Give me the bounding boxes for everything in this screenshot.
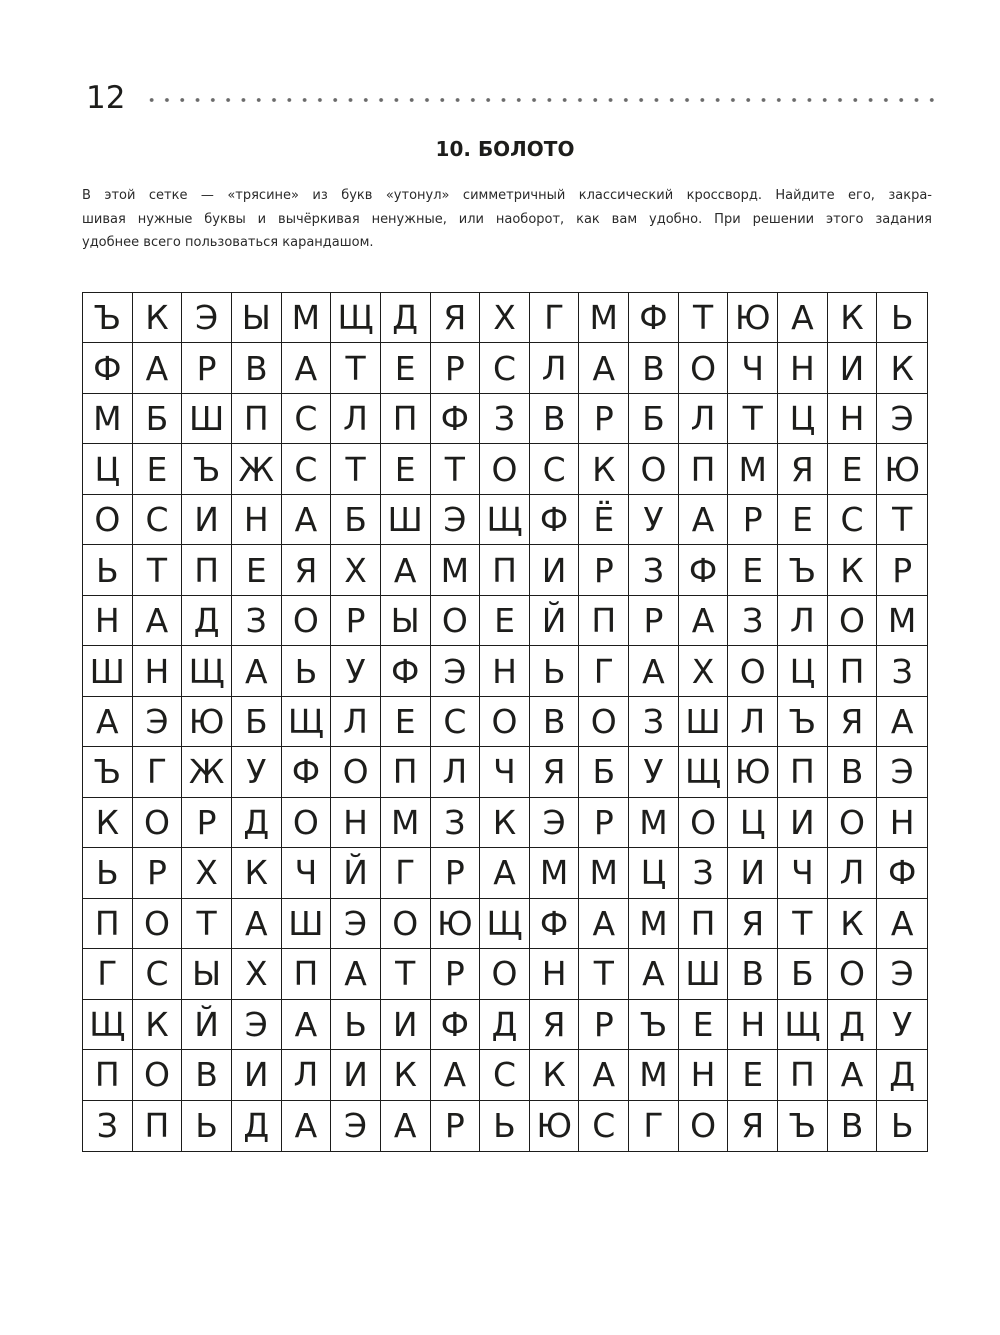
grid-cell[interactable]: А (282, 343, 332, 393)
letter-grid (82, 292, 928, 1152)
grid-cell[interactable]: Н (877, 798, 927, 848)
grid-cell[interactable]: Ж (182, 747, 232, 797)
grid-cell[interactable]: О (679, 343, 729, 393)
grid-cell[interactable]: В (182, 1050, 232, 1100)
grid-cell[interactable]: А (877, 697, 927, 747)
grid-cell[interactable]: Я (828, 697, 878, 747)
grid-cell[interactable]: Ъ (778, 1101, 828, 1151)
grid-cell[interactable]: У (331, 646, 381, 696)
grid-cell[interactable]: Ф (282, 747, 332, 797)
grid-cell[interactable]: П (232, 394, 282, 444)
grid-cell[interactable]: А (282, 495, 332, 545)
grid-cell[interactable]: К (828, 545, 878, 595)
grid-cell[interactable]: П (133, 1101, 183, 1151)
grid-cell[interactable]: Ч (728, 343, 778, 393)
grid-cell[interactable]: Ф (629, 293, 679, 343)
grid-cell[interactable]: М (629, 798, 679, 848)
grid-cell[interactable]: Р (182, 343, 232, 393)
grid-cell[interactable]: Ш (182, 394, 232, 444)
grid-cell[interactable]: Ф (530, 899, 580, 949)
grid-cell[interactable]: О (679, 1101, 729, 1151)
grid-cell[interactable]: И (232, 1050, 282, 1100)
grid-cell[interactable]: Ь (83, 848, 133, 898)
grid-cell[interactable]: А (579, 1050, 629, 1100)
grid-cell[interactable]: П (778, 747, 828, 797)
grid-cell[interactable]: Д (877, 1050, 927, 1100)
grid-cell[interactable]: Н (530, 949, 580, 999)
grid-cell[interactable]: Ф (431, 1000, 481, 1050)
grid-cell[interactable]: С (133, 495, 183, 545)
grid-cell[interactable]: Х (232, 949, 282, 999)
grid-cell[interactable]: П (778, 1050, 828, 1100)
grid-cell[interactable]: А (381, 545, 431, 595)
grid-cell[interactable]: Н (232, 495, 282, 545)
grid-cell[interactable]: А (579, 343, 629, 393)
grid-cell[interactable]: С (431, 697, 481, 747)
grid-cell[interactable]: Ч (480, 747, 530, 797)
grid-cell[interactable]: О (579, 697, 629, 747)
grid-cell[interactable]: О (480, 697, 530, 747)
grid-cell[interactable]: Г (133, 747, 183, 797)
grid-cell[interactable]: Г (579, 646, 629, 696)
grid-cell[interactable]: Б (133, 394, 183, 444)
grid-cell[interactable]: А (679, 596, 729, 646)
grid-cell[interactable]: П (83, 899, 133, 949)
grid-cell[interactable]: Н (778, 343, 828, 393)
grid-cell[interactable]: М (83, 394, 133, 444)
grid-cell[interactable]: З (629, 545, 679, 595)
grid-cell[interactable]: П (381, 747, 431, 797)
grid-cell[interactable]: Д (381, 293, 431, 343)
grid-cell[interactable]: Е (728, 545, 778, 595)
grid-cell[interactable]: О (133, 899, 183, 949)
grid-cell[interactable]: А (381, 1101, 431, 1151)
grid-cell[interactable]: Э (530, 798, 580, 848)
grid-cell[interactable]: О (480, 949, 530, 999)
grid-cell[interactable]: Е (381, 697, 431, 747)
grid-cell[interactable]: Н (728, 1000, 778, 1050)
grid-cell[interactable]: Т (579, 949, 629, 999)
grid-cell[interactable]: Щ (480, 495, 530, 545)
page-number: 12 (86, 80, 126, 116)
grid-cell[interactable]: О (480, 444, 530, 494)
grid-cell[interactable]: Ъ (83, 747, 133, 797)
grid-cell[interactable]: Р (431, 949, 481, 999)
grid-cell[interactable]: Щ (679, 747, 729, 797)
grid-cell[interactable]: Е (728, 1050, 778, 1100)
grid-cell[interactable]: Я (728, 899, 778, 949)
grid-cell[interactable]: Ю (182, 697, 232, 747)
grid-cell[interactable]: П (83, 1050, 133, 1100)
grid-cell[interactable]: В (530, 697, 580, 747)
grid-cell[interactable]: Ы (232, 293, 282, 343)
grid-cell[interactable]: Ш (679, 697, 729, 747)
grid-cell[interactable]: Е (828, 444, 878, 494)
grid-cell[interactable]: М (877, 596, 927, 646)
grid-cell[interactable]: Е (778, 495, 828, 545)
grid-cell[interactable]: Л (828, 848, 878, 898)
grid-cell[interactable]: Е (480, 596, 530, 646)
dotted-header-rule (144, 96, 934, 104)
grid-cell[interactable]: Б (232, 697, 282, 747)
grid-cell[interactable]: Т (182, 899, 232, 949)
grid-cell[interactable]: Ж (232, 444, 282, 494)
grid-cell[interactable]: Л (282, 1050, 332, 1100)
grid-cell[interactable]: Э (232, 1000, 282, 1050)
grid-cell[interactable]: А (83, 697, 133, 747)
grid-cell[interactable]: К (232, 848, 282, 898)
grid-cell[interactable]: Щ (182, 646, 232, 696)
grid-cell[interactable]: З (629, 697, 679, 747)
grid-cell[interactable]: Ь (83, 545, 133, 595)
grid-cell[interactable]: О (282, 798, 332, 848)
grid-cell[interactable]: Н (133, 646, 183, 696)
grid-cell[interactable]: О (828, 596, 878, 646)
grid-cell[interactable]: П (381, 394, 431, 444)
grid-cell[interactable]: Р (877, 545, 927, 595)
grid-cell[interactable]: М (282, 293, 332, 343)
grid-cell[interactable]: Я (282, 545, 332, 595)
grid-cell[interactable]: С (530, 444, 580, 494)
grid-cell[interactable]: Т (331, 444, 381, 494)
grid-cell[interactable]: М (579, 848, 629, 898)
grid-cell[interactable]: У (629, 747, 679, 797)
grid-cell[interactable]: Г (629, 1101, 679, 1151)
grid-cell[interactable]: С (480, 1050, 530, 1100)
grid-cell[interactable]: Б (629, 394, 679, 444)
grid-cell[interactable]: Ч (778, 848, 828, 898)
grid-cell[interactable]: Ш (381, 495, 431, 545)
grid-cell[interactable]: В (530, 394, 580, 444)
grid-cell[interactable]: К (828, 899, 878, 949)
grid-cell[interactable]: Щ (331, 293, 381, 343)
grid-cell[interactable]: Ю (728, 293, 778, 343)
grid-cell[interactable]: О (133, 1050, 183, 1100)
grid-cell[interactable]: Н (828, 394, 878, 444)
grid-cell[interactable]: М (431, 545, 481, 595)
grid-cell[interactable]: О (629, 444, 679, 494)
grid-cell[interactable]: А (232, 646, 282, 696)
grid-cell[interactable]: Ф (83, 343, 133, 393)
puzzle-title: 10. БОЛОТО (435, 137, 575, 161)
grid-cell[interactable]: Ъ (182, 444, 232, 494)
grid-cell[interactable]: А (133, 596, 183, 646)
grid-cell[interactable]: Л (530, 343, 580, 393)
grid-cell[interactable]: Г (381, 848, 431, 898)
grid-cell[interactable]: Т (728, 394, 778, 444)
grid-cell[interactable]: Т (133, 545, 183, 595)
grid-cell[interactable]: В (828, 747, 878, 797)
grid-cell[interactable]: О (679, 798, 729, 848)
grid-cell[interactable]: Э (331, 899, 381, 949)
grid-cell[interactable]: Э (877, 949, 927, 999)
grid-cell[interactable]: Я (778, 444, 828, 494)
grid-cell[interactable]: А (579, 899, 629, 949)
grid-cell[interactable]: Д (828, 1000, 878, 1050)
grid-cell[interactable]: Ф (679, 545, 729, 595)
grid-cell[interactable]: Т (877, 495, 927, 545)
grid-cell[interactable]: Я (728, 1101, 778, 1151)
grid-cell[interactable]: И (381, 1000, 431, 1050)
grid-cell[interactable]: И (530, 545, 580, 595)
grid-cell[interactable]: Я (530, 747, 580, 797)
grid-cell[interactable]: А (629, 646, 679, 696)
grid-cell[interactable]: Щ (282, 697, 332, 747)
grid-cell[interactable]: Р (728, 495, 778, 545)
grid-cell[interactable]: Ш (679, 949, 729, 999)
grid-cell[interactable]: Н (83, 596, 133, 646)
instructions-line: шивая нужные буквы и вычёркивая ненужные, или наоборот, как вам удобно. При решении этого задания (82, 211, 932, 227)
grid-cell[interactable]: Ь (182, 1101, 232, 1151)
grid-cell[interactable]: Й (331, 848, 381, 898)
grid-cell[interactable]: Ф (381, 646, 431, 696)
grid-cell[interactable]: А (431, 1050, 481, 1100)
grid-cell[interactable]: З (877, 646, 927, 696)
grid-cell[interactable]: У (629, 495, 679, 545)
grid-cell[interactable]: Н (679, 1050, 729, 1100)
grid-cell[interactable]: Ш (282, 899, 332, 949)
grid-cell[interactable]: П (679, 444, 729, 494)
grid-cell[interactable]: Р (331, 596, 381, 646)
grid-cell[interactable]: Э (877, 747, 927, 797)
grid-cell[interactable]: Г (530, 293, 580, 343)
grid-cell[interactable]: И (331, 1050, 381, 1100)
grid-cell[interactable]: И (778, 798, 828, 848)
grid-cell[interactable]: М (629, 1050, 679, 1100)
grid-cell[interactable]: О (331, 747, 381, 797)
grid-cell[interactable]: Я (431, 293, 481, 343)
grid-cell[interactable]: З (431, 798, 481, 848)
grid-cell[interactable]: Д (480, 1000, 530, 1050)
grid-cell[interactable]: Ь (480, 1101, 530, 1151)
grid-cell[interactable]: Ю (877, 444, 927, 494)
grid-cell[interactable]: М (381, 798, 431, 848)
grid-cell[interactable]: Ф (530, 495, 580, 545)
grid-cell[interactable]: К (579, 444, 629, 494)
grid-cell[interactable]: Х (331, 545, 381, 595)
grid-cell[interactable]: О (828, 949, 878, 999)
grid-cell[interactable]: Ц (83, 444, 133, 494)
grid-cell[interactable]: Я (530, 1000, 580, 1050)
grid-cell[interactable]: Л (331, 394, 381, 444)
grid-cell[interactable]: О (282, 596, 332, 646)
grid-cell[interactable]: Ц (728, 798, 778, 848)
grid-cell[interactable]: Э (331, 1101, 381, 1151)
grid-cell[interactable]: К (530, 1050, 580, 1100)
grid-cell[interactable]: Е (133, 444, 183, 494)
grid-cell[interactable]: Ь (530, 646, 580, 696)
grid-cell[interactable]: К (133, 293, 183, 343)
grid-cell[interactable]: Э (133, 697, 183, 747)
grid-cell[interactable]: О (431, 596, 481, 646)
grid-cell[interactable]: Р (579, 798, 629, 848)
grid-cell[interactable]: Ь (877, 293, 927, 343)
grid-cell[interactable]: Р (182, 798, 232, 848)
grid-cell[interactable]: Л (331, 697, 381, 747)
grid-cell[interactable]: О (133, 798, 183, 848)
grid-cell[interactable]: К (480, 798, 530, 848)
grid-cell[interactable]: Щ (83, 1000, 133, 1050)
grid-cell[interactable]: А (133, 343, 183, 393)
grid-cell[interactable]: Ф (431, 394, 481, 444)
grid-cell[interactable]: В (828, 1101, 878, 1151)
grid-cell[interactable]: Э (182, 293, 232, 343)
grid-cell[interactable]: Т (679, 293, 729, 343)
grid-cell[interactable]: Ц (629, 848, 679, 898)
grid-cell[interactable]: П (282, 949, 332, 999)
grid-cell[interactable]: И (182, 495, 232, 545)
grid-cell[interactable]: Й (182, 1000, 232, 1050)
grid-cell[interactable]: Ы (381, 596, 431, 646)
grid-cell[interactable]: А (282, 1101, 332, 1151)
grid-cell[interactable]: Ю (431, 899, 481, 949)
instructions-line: В этой сетке — «трясине» из букв «утонул» симметричный классический кроссворд. Найдите его, закра- (82, 188, 932, 203)
grid-cell[interactable]: М (579, 293, 629, 343)
grid-cell[interactable]: Р (629, 596, 679, 646)
grid-cell[interactable]: Д (232, 798, 282, 848)
grid-cell[interactable]: Ъ (629, 1000, 679, 1050)
grid-cell[interactable]: З (679, 848, 729, 898)
grid-cell[interactable]: С (480, 343, 530, 393)
grid-cell[interactable]: У (877, 1000, 927, 1050)
grid-cell[interactable]: К (381, 1050, 431, 1100)
grid-cell[interactable]: Щ (778, 1000, 828, 1050)
grid-cell[interactable]: Х (182, 848, 232, 898)
grid-cell[interactable]: С (282, 394, 332, 444)
grid-cell[interactable]: Р (431, 343, 481, 393)
grid-cell[interactable]: Т (778, 899, 828, 949)
grid-cell[interactable]: Б (331, 495, 381, 545)
grid-cell[interactable]: О (381, 899, 431, 949)
grid-cell[interactable]: К (83, 798, 133, 848)
grid-cell[interactable]: Б (778, 949, 828, 999)
grid-cell[interactable]: Ъ (83, 293, 133, 343)
grid-cell[interactable]: Е (679, 1000, 729, 1050)
grid-cell[interactable]: Ё (579, 495, 629, 545)
grid-cell[interactable]: Т (431, 444, 481, 494)
grid-cell[interactable]: А (232, 899, 282, 949)
grid-cell[interactable]: А (877, 899, 927, 949)
grid-cell[interactable]: Д (232, 1101, 282, 1151)
grid-cell[interactable]: Н (480, 646, 530, 696)
grid-cell[interactable]: Р (579, 545, 629, 595)
grid-cell[interactable]: А (629, 949, 679, 999)
grid-cell[interactable]: Ц (778, 646, 828, 696)
grid-cell[interactable]: Е (232, 545, 282, 595)
grid-cell[interactable]: Ч (282, 848, 332, 898)
grid-cell[interactable]: И (828, 343, 878, 393)
grid-cell[interactable]: Ъ (778, 545, 828, 595)
grid-cell[interactable]: Э (877, 394, 927, 444)
grid-cell[interactable]: Т (381, 949, 431, 999)
grid-cell[interactable]: А (480, 848, 530, 898)
grid-cell[interactable]: Й (530, 596, 580, 646)
grid-cell[interactable]: Ш (83, 646, 133, 696)
grid-cell[interactable]: З (83, 1101, 133, 1151)
grid-cell[interactable]: К (877, 343, 927, 393)
grid-cell[interactable]: Ь (282, 646, 332, 696)
grid-cell[interactable]: Ф (877, 848, 927, 898)
grid-cell[interactable]: Л (778, 596, 828, 646)
grid-cell[interactable]: О (828, 798, 878, 848)
instructions-paragraph (82, 184, 932, 255)
grid-cell[interactable]: В (728, 949, 778, 999)
grid-cell[interactable]: Ю (728, 747, 778, 797)
grid-cell[interactable]: Э (431, 495, 481, 545)
grid-cell[interactable]: Ь (331, 1000, 381, 1050)
grid-cell[interactable]: Л (679, 394, 729, 444)
grid-cell[interactable]: Б (579, 747, 629, 797)
grid-cell[interactable]: Р (431, 848, 481, 898)
grid-cell[interactable]: Ъ (778, 697, 828, 747)
grid-cell[interactable]: З (728, 596, 778, 646)
grid-cell[interactable]: Ь (890, 1106, 914, 1146)
instructions-line: удобнее всего пользоваться карандашом. (82, 235, 374, 250)
grid-cell[interactable]: А (778, 293, 828, 343)
grid-cell[interactable]: Е (381, 444, 431, 494)
grid-cell[interactable]: Х (679, 646, 729, 696)
grid-cell[interactable]: Э (431, 646, 481, 696)
grid-cell[interactable]: О (728, 646, 778, 696)
grid-cell[interactable]: М (728, 444, 778, 494)
grid-cell[interactable]: Т (331, 343, 381, 393)
grid-cell[interactable]: М (629, 899, 679, 949)
grid-cell[interactable]: Л (431, 747, 481, 797)
grid-cell[interactable]: А (282, 1000, 332, 1050)
grid-cell[interactable]: С (282, 444, 332, 494)
grid-cell[interactable]: М (530, 848, 580, 898)
grid-cell[interactable]: У (232, 747, 282, 797)
grid-cell[interactable]: П (182, 545, 232, 595)
grid-cell[interactable]: Щ (480, 899, 530, 949)
grid-cell[interactable]: П (679, 899, 729, 949)
grid-cell[interactable]: П (579, 596, 629, 646)
grid-cell[interactable]: З (232, 596, 282, 646)
grid-cell[interactable]: И (728, 848, 778, 898)
grid-cell[interactable]: Ю (530, 1101, 580, 1151)
grid-cell[interactable]: Р (579, 394, 629, 444)
grid-cell[interactable]: А (331, 949, 381, 999)
grid-cell[interactable]: П (828, 646, 878, 696)
grid-cell[interactable]: В (232, 343, 282, 393)
grid-cell[interactable]: О (83, 495, 133, 545)
grid-cell[interactable]: Д (182, 596, 232, 646)
grid-cell[interactable]: З (480, 394, 530, 444)
grid-cell[interactable]: В (629, 343, 679, 393)
grid-cell[interactable]: Х (480, 293, 530, 343)
grid-cell[interactable]: С (133, 949, 183, 999)
grid-cell[interactable]: К (828, 293, 878, 343)
grid-cell[interactable]: А (679, 495, 729, 545)
grid-cell[interactable]: П (480, 545, 530, 595)
grid-cell[interactable]: Л (728, 697, 778, 747)
grid-cell[interactable]: С (579, 1101, 629, 1151)
grid-cell[interactable]: Ц (778, 394, 828, 444)
grid-cell[interactable]: Р (133, 848, 183, 898)
grid-cell[interactable]: Ы (182, 949, 232, 999)
grid-cell[interactable]: С (828, 495, 878, 545)
grid-cell[interactable]: А (828, 1050, 878, 1100)
grid-cell[interactable]: Н (331, 798, 381, 848)
grid-cell[interactable]: Р (431, 1101, 481, 1151)
grid-cell[interactable]: Е (381, 343, 431, 393)
grid-cell[interactable]: Р (579, 1000, 629, 1050)
grid-cell[interactable]: Г (83, 949, 133, 999)
grid-cell[interactable]: К (133, 1000, 183, 1050)
